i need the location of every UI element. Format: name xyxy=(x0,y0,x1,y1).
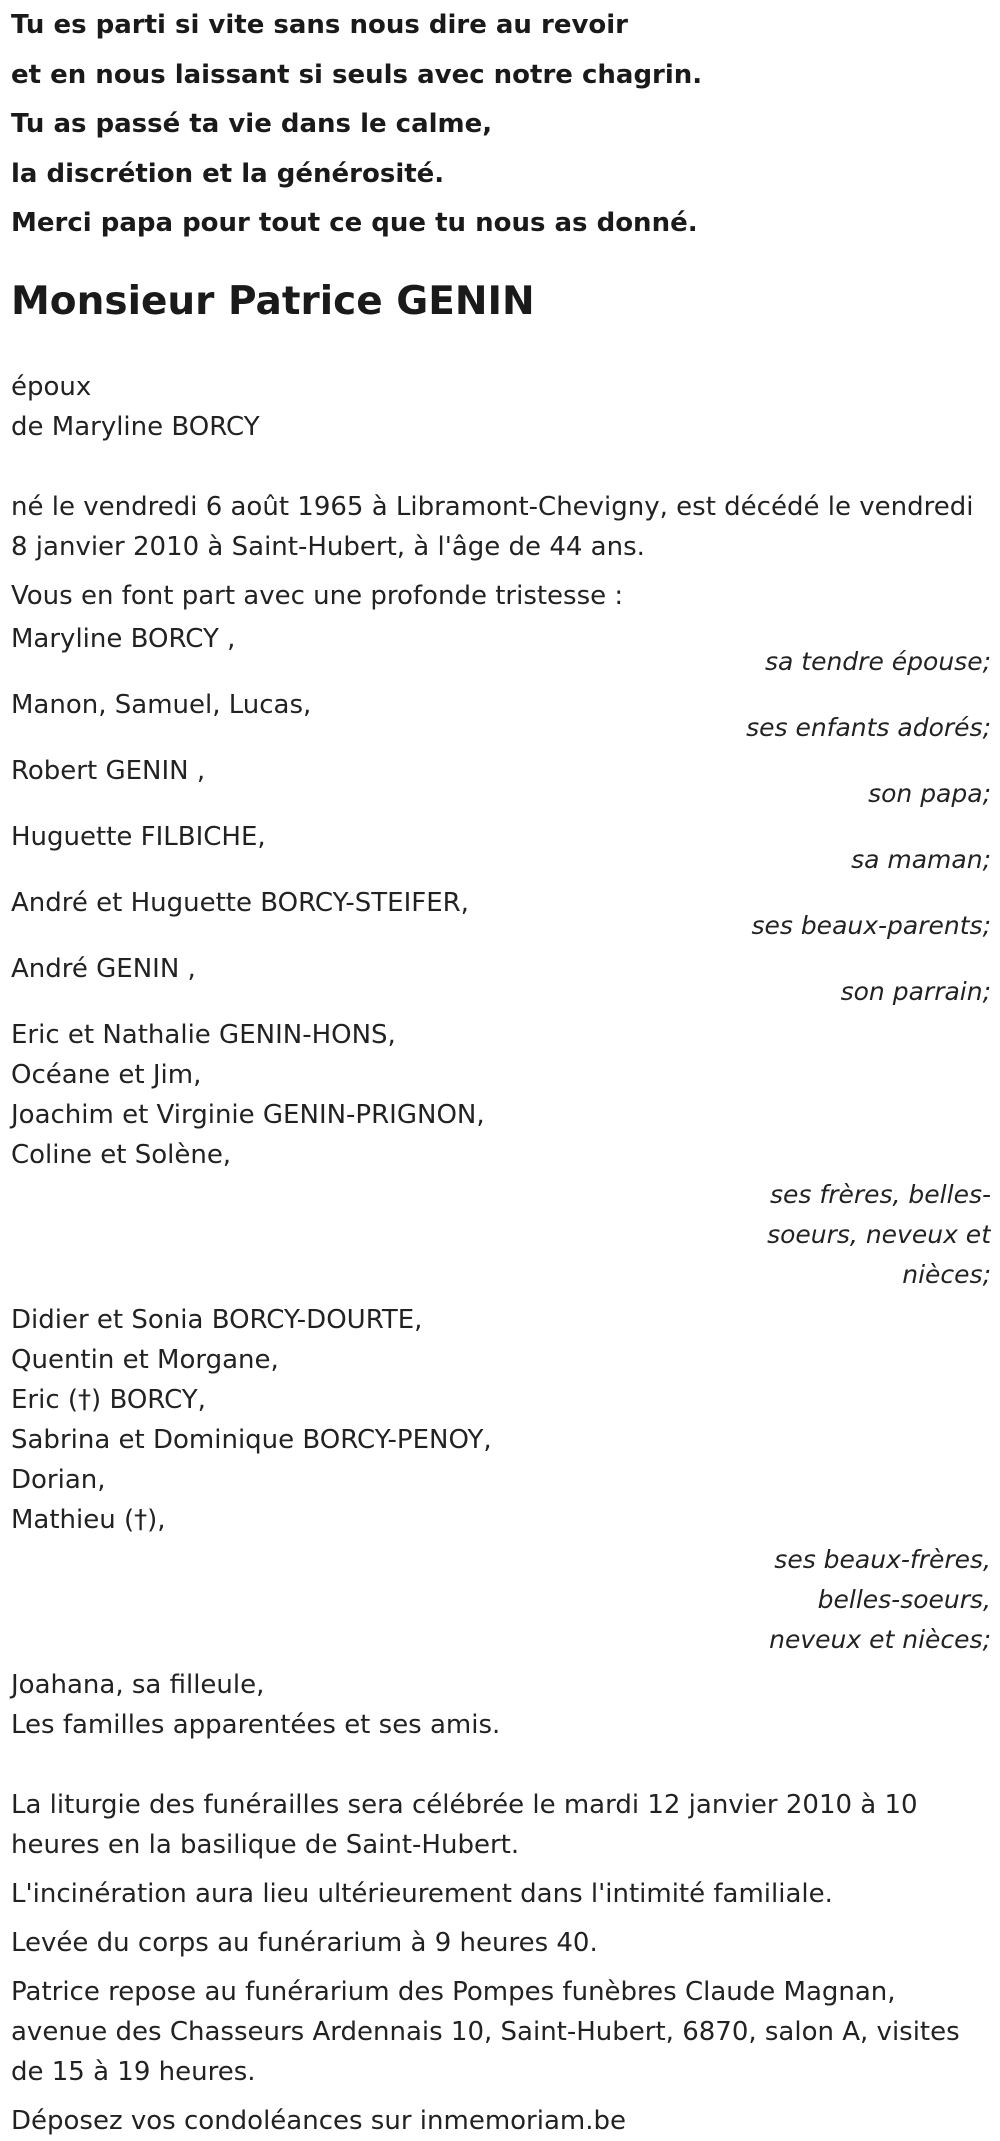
family-names: Joachim et Virginie GENIN-PRIGNON, xyxy=(11,1099,485,1130)
family-entry xyxy=(11,619,991,682)
family-names: Coline et Solène, xyxy=(11,1139,232,1170)
family-role: son parrain; xyxy=(840,976,991,1006)
family-role: ses beaux-parents; xyxy=(751,910,991,940)
family-names: Robert GENIN , xyxy=(11,755,206,786)
rest-location-text: Patrice repose au funérarium des Pompes funèbres Claude Magnan, avenue des Chasseurs Ardennais 10, Saint-Hubert, 6870, salon A, visites de 15 à 19 heures. xyxy=(11,1976,960,2087)
family-entry-closing xyxy=(11,1665,991,1745)
announcement: Vous en font part avec une profonde tristesse : xyxy=(11,580,624,611)
family-role-line: ses beaux-frères, xyxy=(774,1544,991,1574)
poem-line: Merci papa pour tout ce que tu nous as donné. xyxy=(11,208,698,239)
family-names: Eric (†) BORCY, xyxy=(11,1384,206,1415)
family-role: sa maman; xyxy=(851,844,991,874)
family-names: Didier et Sonia BORCY-DOURTE, xyxy=(11,1304,423,1335)
family-names: Joahana, sa filleule, xyxy=(11,1669,265,1700)
family-names: Manon, Samuel, Lucas, xyxy=(11,689,312,720)
obituary-document xyxy=(11,0,991,2141)
family-role-line: neveux et nièces; xyxy=(769,1624,991,1654)
family-role: son papa; xyxy=(868,778,991,808)
family-names: Quentin et Morgane, xyxy=(11,1344,279,1375)
family-entry xyxy=(11,685,991,748)
family-entry xyxy=(11,751,991,814)
family-names: Dorian, xyxy=(11,1464,106,1495)
family-role-line: soeurs, neveux et xyxy=(767,1219,991,1249)
family-names: Les familles apparentées et ses amis. xyxy=(11,1709,501,1740)
family-names: Eric et Nathalie GENIN-HONS, xyxy=(11,1019,396,1050)
family-names: Sabrina et Dominique BORCY-PENOY, xyxy=(11,1424,492,1455)
family-entry xyxy=(11,817,991,880)
poem-line: Tu as passé ta vie dans le calme, xyxy=(11,109,493,140)
birth-death-text: né le vendredi 6 août 1965 à Libramont-Chevigny, est décédé le vendredi 8 janvier 2010 à Saint-Hubert, à l'âge de 44 ans. xyxy=(11,491,974,562)
family-names: Huguette FILBICHE, xyxy=(11,821,266,852)
family-names: Mathieu (†), xyxy=(11,1504,166,1535)
family-role-line: nièces; xyxy=(902,1259,991,1289)
poem xyxy=(11,0,991,249)
family-entry-siblings xyxy=(11,1015,991,1295)
spouse-line: époux xyxy=(11,371,92,402)
family-names: Océane et Jim, xyxy=(11,1059,202,1090)
family-role: ses enfants adorés; xyxy=(746,712,991,742)
family-names: André et Huguette BORCY-STEIFER, xyxy=(11,887,469,918)
family-entry xyxy=(11,883,991,946)
poem-line: Tu es parti si vite sans nous dire au revoir xyxy=(11,10,628,40)
family-entry-in-laws xyxy=(11,1300,991,1660)
poem-line: et en nous laissant si seuls avec notre chagrin. xyxy=(11,59,703,90)
family-names: Maryline BORCY , xyxy=(11,623,236,654)
family-role xyxy=(751,1175,991,1295)
condolences-text: Déposez vos condoléances sur inmemoriam.be xyxy=(11,2105,626,2136)
family-names: André GENIN , xyxy=(11,953,196,984)
family-list xyxy=(11,619,991,1745)
poem-line: la discrétion et la générosité. xyxy=(11,158,445,189)
family-role: sa tendre épouse; xyxy=(764,646,991,676)
family-entry xyxy=(11,949,991,1012)
family-role-line: ses frères, belles- xyxy=(770,1179,991,1209)
family-role xyxy=(751,1540,991,1660)
spouse-line: de Maryline BORCY xyxy=(11,411,260,442)
levee-text: Levée du corps au funérarium à 9 heures 40. xyxy=(11,1927,598,1958)
liturgy-text: La liturgie des funérailles sera célébrée le mardi 12 janvier 2010 à 10 heures en la basilique de Saint-Hubert. xyxy=(11,1789,918,1860)
deceased-name-title: Monsieur Patrice GENIN xyxy=(11,278,535,324)
family-role-line: belles-soeurs, xyxy=(817,1584,991,1614)
cremation-text: L'incinération aura lieu ultérieurement dans l'intimité familiale. xyxy=(11,1878,833,1909)
spouse-info xyxy=(11,367,991,447)
